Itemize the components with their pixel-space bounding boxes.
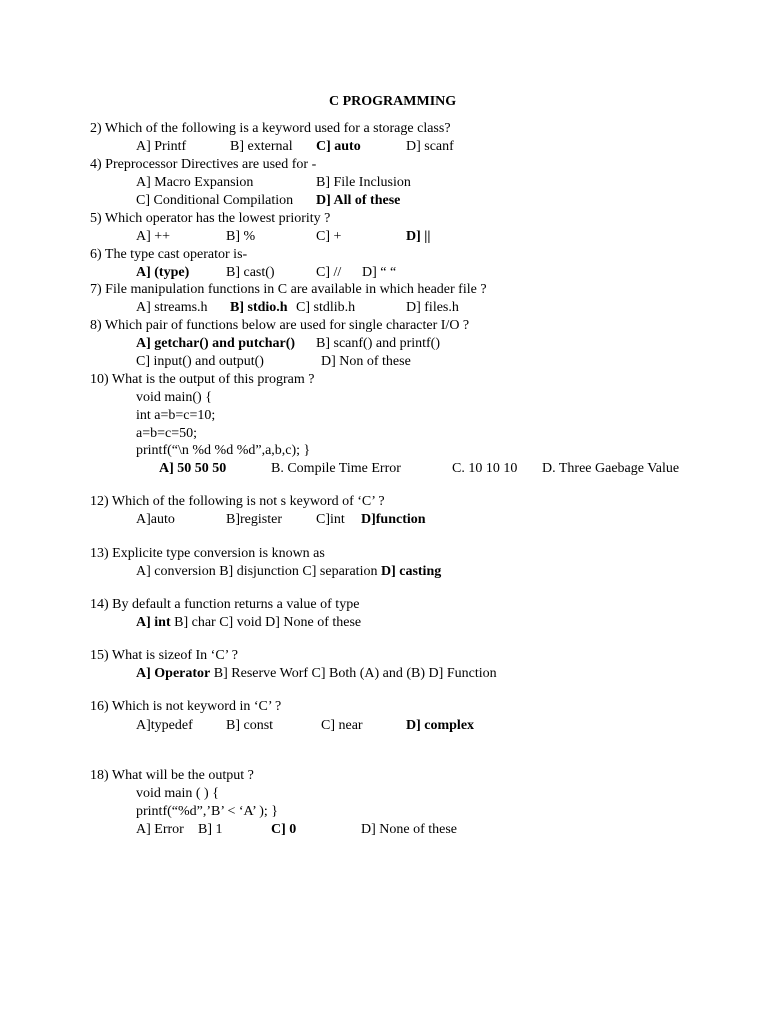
q12-option-a: A]auto xyxy=(136,512,175,527)
q18-code-line: void main ( ) { xyxy=(136,786,219,801)
q18-option-a: A] Error xyxy=(136,822,184,837)
q10-code-line: int a=b=c=10; xyxy=(136,408,216,423)
q12-option-d-answer: D]function xyxy=(361,512,426,527)
q6-option-b: B] cast() xyxy=(226,265,275,280)
q18-code-line: printf(“%d”,’B’ < ‘A’ ); } xyxy=(136,804,278,819)
q7-option-c: C] stdlib.h xyxy=(296,300,356,315)
q14-options-rest: B] char C] void D] None of these xyxy=(174,615,362,630)
question-6: 6) The type cast operator is- xyxy=(90,247,248,262)
q15-option-a-answer: A] Operator xyxy=(136,666,211,681)
question-2: 2) Which of the following is a keyword used for a storage class? xyxy=(90,121,451,136)
question-8: 8) Which pair of functions below are used for single character I/O ? xyxy=(90,318,470,333)
q2-option-c-answer: C] auto xyxy=(316,139,361,154)
q15-options xyxy=(136,665,497,683)
q10-option-b: B. Compile Time Error xyxy=(271,461,401,476)
q13-options-abc: A] conversion B] disjunction C] separation xyxy=(136,564,378,579)
question-4: 4) Preprocessor Directives are used for - xyxy=(90,157,317,172)
q13-options xyxy=(136,563,441,581)
q4-option-a: A] Macro Expansion xyxy=(136,175,254,190)
q16-option-b: B] const xyxy=(226,718,274,733)
q18-option-b: B] 1 xyxy=(198,822,223,837)
q4-option-b: B] File Inclusion xyxy=(316,175,411,190)
q6-option-d: D] “ “ xyxy=(362,265,397,280)
q5-option-d-answer: D] || xyxy=(406,229,431,244)
q2-option-b: B] external xyxy=(230,139,293,154)
q5-option-b: B] % xyxy=(226,229,256,244)
q15-options-rest: B] Reserve Worf C] Both (A) and (B) D] Function xyxy=(213,666,497,681)
q10-code-line: a=b=c=50; xyxy=(136,426,198,441)
q16-option-d-answer: D] complex xyxy=(406,718,475,733)
q14-option-a-answer: A] int xyxy=(136,615,171,630)
question-10: 10) What is the output of this program ? xyxy=(90,372,315,387)
q10-option-a-answer: A] 50 50 50 xyxy=(159,461,227,476)
q8-option-b: B] scanf() and printf() xyxy=(316,336,441,351)
q2-option-a: A] Printf xyxy=(136,139,187,154)
q8-option-a-answer: A] getchar() and putchar() xyxy=(136,336,296,351)
q16-option-a: A]typedef xyxy=(136,718,193,733)
question-16: 16) Which is not keyword in ‘C’ ? xyxy=(90,699,282,714)
q5-option-a: A] ++ xyxy=(136,229,171,244)
question-15: 15) What is sizeof In ‘C’ ? xyxy=(90,648,238,663)
q8-option-d: D] Non of these xyxy=(321,354,411,369)
q2-option-d: D] scanf xyxy=(406,139,454,154)
question-14: 14) By default a function returns a value of type xyxy=(90,597,360,612)
q5-option-c: C] + xyxy=(316,229,342,244)
q10-code-line: void main() { xyxy=(136,390,212,405)
q6-option-a-answer: A] (type) xyxy=(136,265,190,280)
question-5: 5) Which operator has the lowest priority ? xyxy=(90,211,331,226)
q7-option-d: D] files.h xyxy=(406,300,459,315)
q12-option-b: B]register xyxy=(226,512,282,527)
q4-option-c: C] Conditional Compilation xyxy=(136,193,294,208)
q10-option-d: D. Three Gaebage Value xyxy=(542,461,680,476)
q8-option-c: C] input() and output() xyxy=(136,354,264,369)
q18-option-c-answer: C] 0 xyxy=(271,822,297,837)
q12-option-c: C]int xyxy=(316,512,345,527)
q16-option-c: C] near xyxy=(321,718,363,733)
question-12: 12) Which of the following is not s keyword of ‘C’ ? xyxy=(90,494,385,509)
q14-options xyxy=(136,614,361,632)
question-7: 7) File manipulation functions in C are available in which header file ? xyxy=(90,282,487,297)
question-18: 18) What will be the output ? xyxy=(90,768,254,783)
q4-option-d-answer: D] All of these xyxy=(316,193,401,208)
q6-option-c: C] // xyxy=(316,265,342,280)
q10-option-c: C. 10 10 10 xyxy=(452,461,518,476)
q13-option-d-answer: D] casting xyxy=(380,564,442,579)
q10-code-line: printf(“\n %d %d %d”,a,b,c); } xyxy=(136,443,311,458)
question-13: 13) Explicite type conversion is known as xyxy=(90,546,325,561)
q7-option-b-answer: B] stdio.h xyxy=(230,300,288,315)
q7-option-a: A] streams.h xyxy=(136,300,208,315)
q18-option-d: D] None of these xyxy=(361,822,458,837)
page-title: C PROGRAMMING xyxy=(329,94,457,109)
